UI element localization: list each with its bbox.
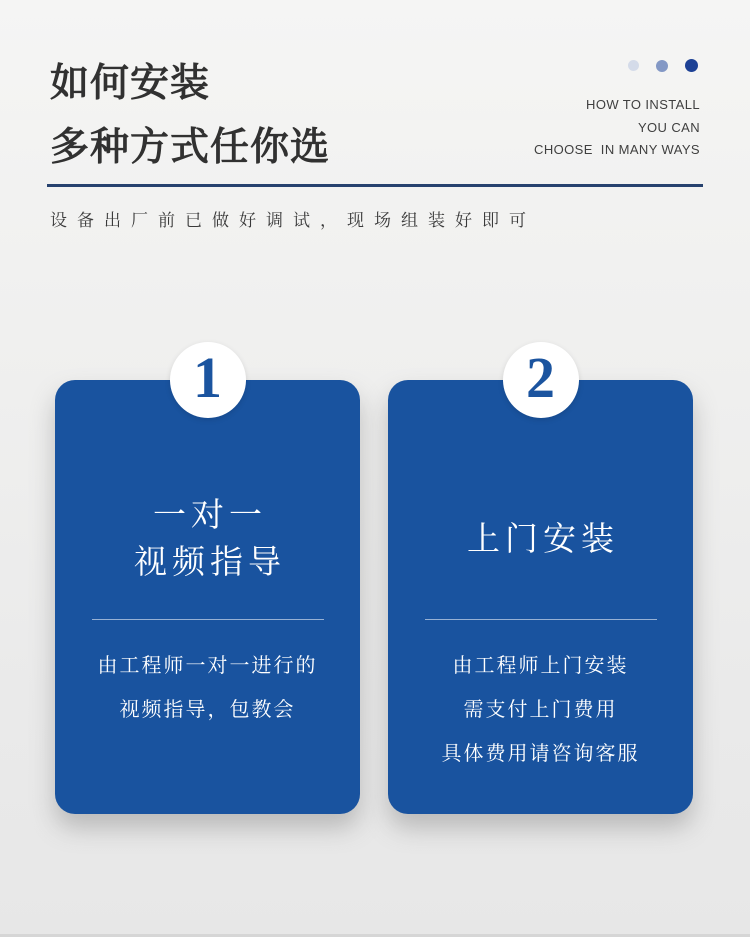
card-1-divider bbox=[92, 619, 324, 620]
card-2-number-badge bbox=[503, 342, 579, 418]
card-2-title bbox=[388, 466, 693, 614]
card-1-description bbox=[55, 644, 360, 732]
section-subtitle-english bbox=[534, 94, 700, 162]
card-2-description-line2: 需支付上门费用 bbox=[463, 699, 618, 721]
card-1-number: 1 bbox=[193, 345, 222, 410]
subtitle-en-line2: YOU CAN bbox=[637, 119, 700, 135]
card-2-divider bbox=[425, 619, 657, 620]
card-video-guidance bbox=[55, 345, 360, 814]
card-1-description-line2: 视频指导，包教会 bbox=[119, 699, 296, 721]
card-2-description-line3: 具体费用请咨询客服 bbox=[441, 743, 640, 765]
tagline-text: 设备出厂前已做好调试，现场组装好即可 bbox=[50, 211, 536, 230]
card-1-title-line1: 一对一 bbox=[153, 498, 267, 534]
card-1-number-badge bbox=[170, 342, 246, 418]
dot-dark-icon bbox=[685, 59, 698, 72]
card-onsite-install bbox=[388, 345, 693, 814]
card-2-number: 2 bbox=[526, 345, 555, 410]
divider-rule bbox=[47, 184, 703, 187]
card-2-description-line1: 由工程师上门安装 bbox=[452, 655, 629, 677]
section-title-line2: 多种方式任你选 bbox=[50, 126, 331, 169]
dot-medium-icon bbox=[656, 60, 668, 72]
card-1-description-line1: 由工程师一对一进行的 bbox=[97, 655, 318, 677]
card-1-title-line2: 视频指导 bbox=[134, 545, 286, 581]
card-2-title-line1: 上门安装 bbox=[467, 521, 619, 558]
card-1-title bbox=[55, 466, 360, 614]
section-title-line1: 如何安装 bbox=[50, 62, 211, 105]
card-2-description bbox=[388, 644, 693, 776]
install-option-cards bbox=[55, 345, 693, 814]
section-title bbox=[50, 52, 330, 180]
dot-light-icon bbox=[628, 60, 639, 71]
decorative-dots bbox=[628, 59, 698, 72]
subtitle-en-line1: HOW TO INSTALL bbox=[586, 97, 700, 112]
subtitle-en-line3: CHOOSE IN MANY WAYS bbox=[534, 142, 700, 157]
